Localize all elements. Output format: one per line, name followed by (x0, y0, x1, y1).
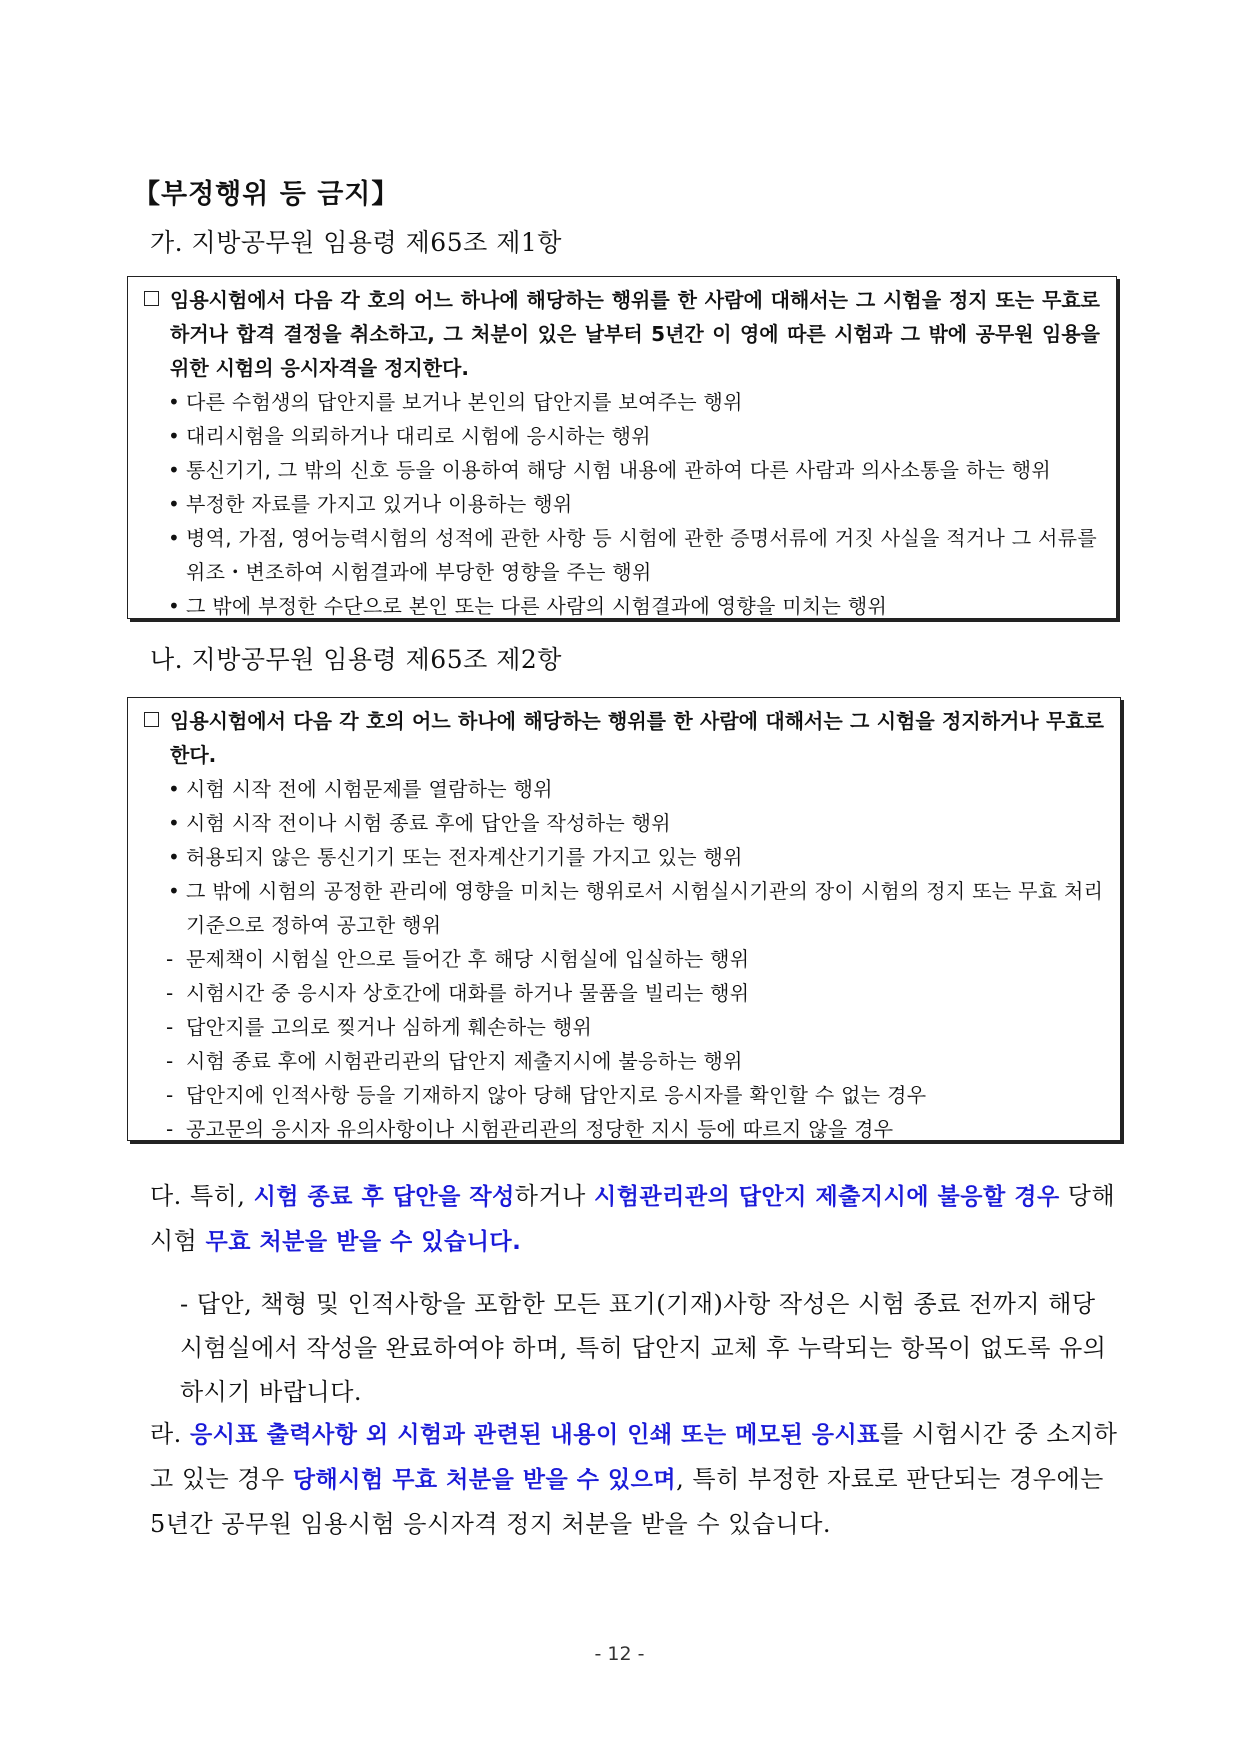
box-a-list (144, 385, 1100, 623)
bullet-icon: • (168, 845, 181, 869)
list-item: • 시험 시작 전이나 시험 종료 후에 답안을 작성하는 행위 (144, 806, 1104, 840)
sub-heading-b: 나. 지방공무원 임용령 제65조 제2항 (150, 645, 562, 674)
sub-list-item: - 시험시간 중 응시자 상호간에 대화를 하거나 물품을 빌리는 행위 (144, 976, 1104, 1010)
box-a-lead (144, 283, 1100, 385)
rule-box-a (127, 276, 1117, 619)
box-b-list (144, 772, 1104, 1146)
sub-list-item: - 공고문의 응시자 유의사항이나 시험관리관의 정당한 지시 등에 따르지 않을 경우 (144, 1112, 1104, 1146)
bullet-icon: • (168, 458, 181, 482)
highlight-text: 당해시험 무효 처분을 받을 수 있으며 (292, 1467, 677, 1493)
section-heading: 【부정행위 등 금지】 (133, 179, 400, 210)
highlight-text: 응시표 출력사항 외 시험과 관련된 내용이 인쇄 또는 메모된 응시표 (189, 1422, 880, 1448)
sub-list-item: - 시험 종료 후에 시험관리관의 답안지 제출지시에 불응하는 행위 (144, 1044, 1104, 1078)
dash-icon: - (166, 981, 174, 1005)
bullet-icon: • (168, 777, 181, 801)
bullet-icon: • (168, 492, 181, 516)
box-a-lead-text: 임용시험에서 다음 각 호의 어느 하나에 해당하는 행위를 한 사람에 대해서는 그 시험을 정지 또는 무효로 하거나 합격 결정을 취소하고, 그 처분이 있은 날부터 5년간 이 영에 따른 시험과 그 밖에 공무원 임용을 위한 시험의 응시자격을 정지한다. (170, 288, 1100, 380)
bullet-icon: • (168, 526, 181, 550)
list-item: • 시험 시작 전에 시험문제를 열람하는 행위 (144, 772, 1104, 806)
rule-box-b (127, 697, 1121, 1141)
list-item: • 대리시험을 의뢰하거나 대리로 시험에 응시하는 행위 (144, 419, 1100, 453)
box-b-lead-text: 임용시험에서 다음 각 호의 어느 하나에 해당하는 행위를 한 사람에 대해서는 그 시험을 정지하거나 무효로 한다. (170, 709, 1104, 767)
dash-icon: - (166, 1049, 174, 1073)
checkbox-icon (144, 712, 159, 727)
list-item: • 통신기기, 그 밖의 신호 등을 이용하여 해당 시험 내용에 관하여 다른 사람과 의사소통을 하는 행위 (144, 453, 1100, 487)
box-b-lead (144, 704, 1104, 772)
list-item: • 그 밖에 부정한 수단으로 본인 또는 다른 사람의 시험결과에 영향을 미치는 행위 (144, 589, 1100, 623)
notice-paragraph-c: 다. 특히, 시험 종료 후 답안을 작성하거나 시험관리관의 답안지 제출지시에 불응할 경우 당해시험 무효 처분을 받을 수 있습니다. (150, 1182, 1116, 1255)
sub-heading-a: 가. 지방공무원 임용령 제65조 제1항 (150, 228, 562, 257)
list-item: • 다른 수험생의 답안지를 보거나 본인의 답안지를 보여주는 행위 (144, 385, 1100, 419)
dash-icon: - (166, 947, 174, 971)
dash-icon: - (166, 1083, 174, 1107)
list-item: • 그 밖에 시험의 공정한 관리에 영향을 미치는 행위로서 시험실시기관의 장이 시험의 정지 또는 무효 처리기준으로 정하여 공고한 행위 (144, 874, 1104, 942)
highlight-text: 시험 종료 후 답안을 작성 (253, 1184, 515, 1210)
list-item: • 부정한 자료를 가지고 있거나 이용하는 행위 (144, 487, 1100, 521)
bullet-icon: • (168, 594, 181, 618)
dash-icon: - (166, 1015, 174, 1039)
page-number: - 12 - (594, 1643, 645, 1665)
list-item: • 병역, 가점, 영어능력시험의 성적에 관한 사항 등 시험에 관한 증명서류에 거짓 사실을 적거나 그 서류를 위조・변조하여 시험결과에 부당한 영향을 주는 행위 (144, 521, 1100, 589)
bullet-icon: • (168, 879, 181, 903)
dash-icon: - (166, 1117, 174, 1141)
bullet-icon: • (168, 424, 181, 448)
sub-list-item: - 답안지를 고의로 찢거나 심하게 훼손하는 행위 (144, 1010, 1104, 1044)
sub-list-item: - 문제책이 시험실 안으로 들어간 후 해당 시험실에 입실하는 행위 (144, 942, 1104, 976)
bullet-icon: • (168, 390, 181, 414)
highlight-text: 무효 처분을 받을 수 있습니다. (205, 1229, 522, 1255)
notice-paragraph-c-note: - 답안, 책형 및 인적사항을 포함한 모든 표기(기재)사항 작성은 시험 종료 전까지 해당 시험실에서 작성을 완료하여야 하며, 특히 답안지 교체 후 누락되는 항목이 없도록 유의하시기 바랍니다. (180, 1290, 1107, 1406)
notice-paragraph-d: 라. 응시표 출력사항 외 시험과 관련된 내용이 인쇄 또는 메모된 응시표를 시험시간 중 소지하고 있는 경우 당해시험 무효 처분을 받을 수 있으며, 특히 부정한 자료로 판단되는 경우에는 5년간 공무원 임용시험 응시자격 정지 처분을 받을 수 있습니다. (150, 1420, 1118, 1538)
list-item: • 허용되지 않은 통신기기 또는 전자계산기기를 가지고 있는 행위 (144, 840, 1104, 874)
highlight-text: 시험관리관의 답안지 제출지시에 불응할 경우 (593, 1184, 1060, 1210)
bullet-icon: • (168, 811, 181, 835)
sub-list-item: - 답안지에 인적사항 등을 기재하지 않아 당해 답안지로 응시자를 확인할 수 없는 경우 (144, 1078, 1104, 1112)
checkbox-icon (144, 291, 159, 306)
